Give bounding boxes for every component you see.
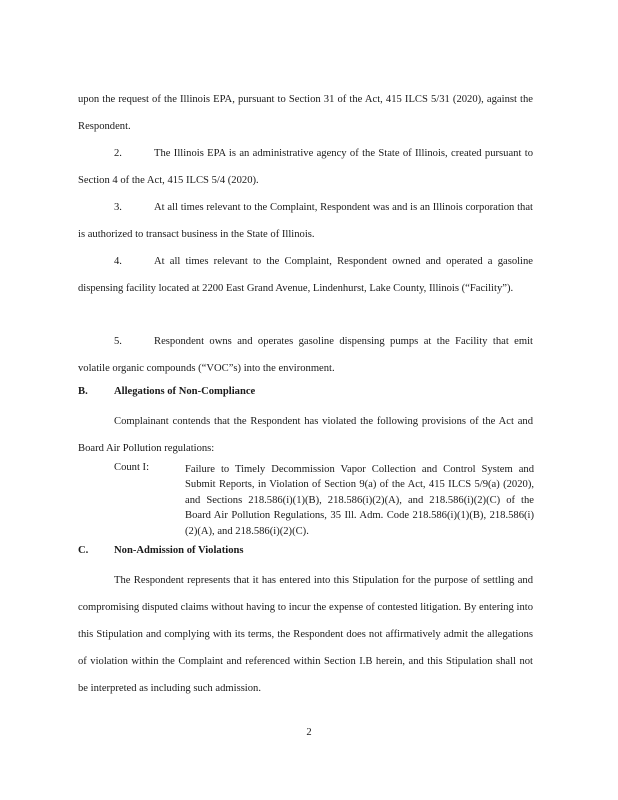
section-b-heading [78,386,255,397]
paragraph-5-text: Respondent owns and operates gasoline dispensing pumps at the Facility that emit volatile organic compounds (“VOC”s) into the environment. [78,336,533,374]
section-c-paragraph: The Respondent represents that it has entered into this Stipulation for the purpose of settling and compromising disputed claims without having to incur the expense of contested litigation. By entering into this Stipulation and complying with its terms, the Respondent does not affirmatively admit the allegations of violation within the Complaint and referenced within Section I.B herein, and this Stipulation shall not be interpreted as including such admission. [78,575,533,694]
section-b-letter: B. [78,386,88,397]
section-c-title: Non-Admission of Violations [114,545,244,556]
paragraph-4 [78,248,533,302]
count-label: Count I: [114,462,150,473]
section-c-letter: C. [78,545,89,556]
paragraph-2 [78,140,533,194]
paragraph-5-number: 5. [114,336,122,347]
page-number: 2 [306,727,312,738]
paragraph-3-number: 3. [114,202,122,213]
paragraph-1-continued: upon the request of the Illinois EPA, pursuant to Section 31 of the Act, 415 ILCS 5/31 (2020), against the Respondent. [78,94,533,132]
paragraph-2-text: The Illinois EPA is an administrative agency of the State of Illinois, created pursuant to Section 4 of the Act, 415 ILCS 5/4 (2020). [78,148,533,186]
section-b-paragraph: Complainant contends that the Respondent has violated the following provisions of the Act and Board Air Pollution regulations: [78,416,533,454]
paragraph-4-number: 4. [114,256,122,267]
paragraph-3 [78,194,533,248]
section-b-title: Allegations of Non-Compliance [114,386,256,397]
count-description: Failure to Timely Decommission Vapor Collection and Control System and Submit Reports, in Violation of Section 9(a) of the Act, 415 ILCS 5/9(a) (2020), and Sections 218.586(i)(1)(B), 218.586(i)(2)(A), and 218.586(i)(2)(C) of the Board Air Pollution Regulations, 35 Ill. Adm. Code 218.586(i)(1)(B), 218.586(i)(2)(A), and 218.586(i)(2)(C). [185,464,534,537]
paragraph-5 [78,328,533,382]
section-c-heading [78,545,244,556]
paragraph-4-text: At all times relevant to the Complaint, Respondent owned and operated a gasoline dispensing facility located at 2200 East Grand Avenue, Lindenhurst, Lake County, Illinois (“Facility”). [78,256,533,294]
paragraph-2-number: 2. [114,148,122,159]
paragraph-3-text: At all times relevant to the Complaint, Respondent was and is an Illinois corporation that is authorized to transact business in the State of Illinois. [78,202,533,240]
